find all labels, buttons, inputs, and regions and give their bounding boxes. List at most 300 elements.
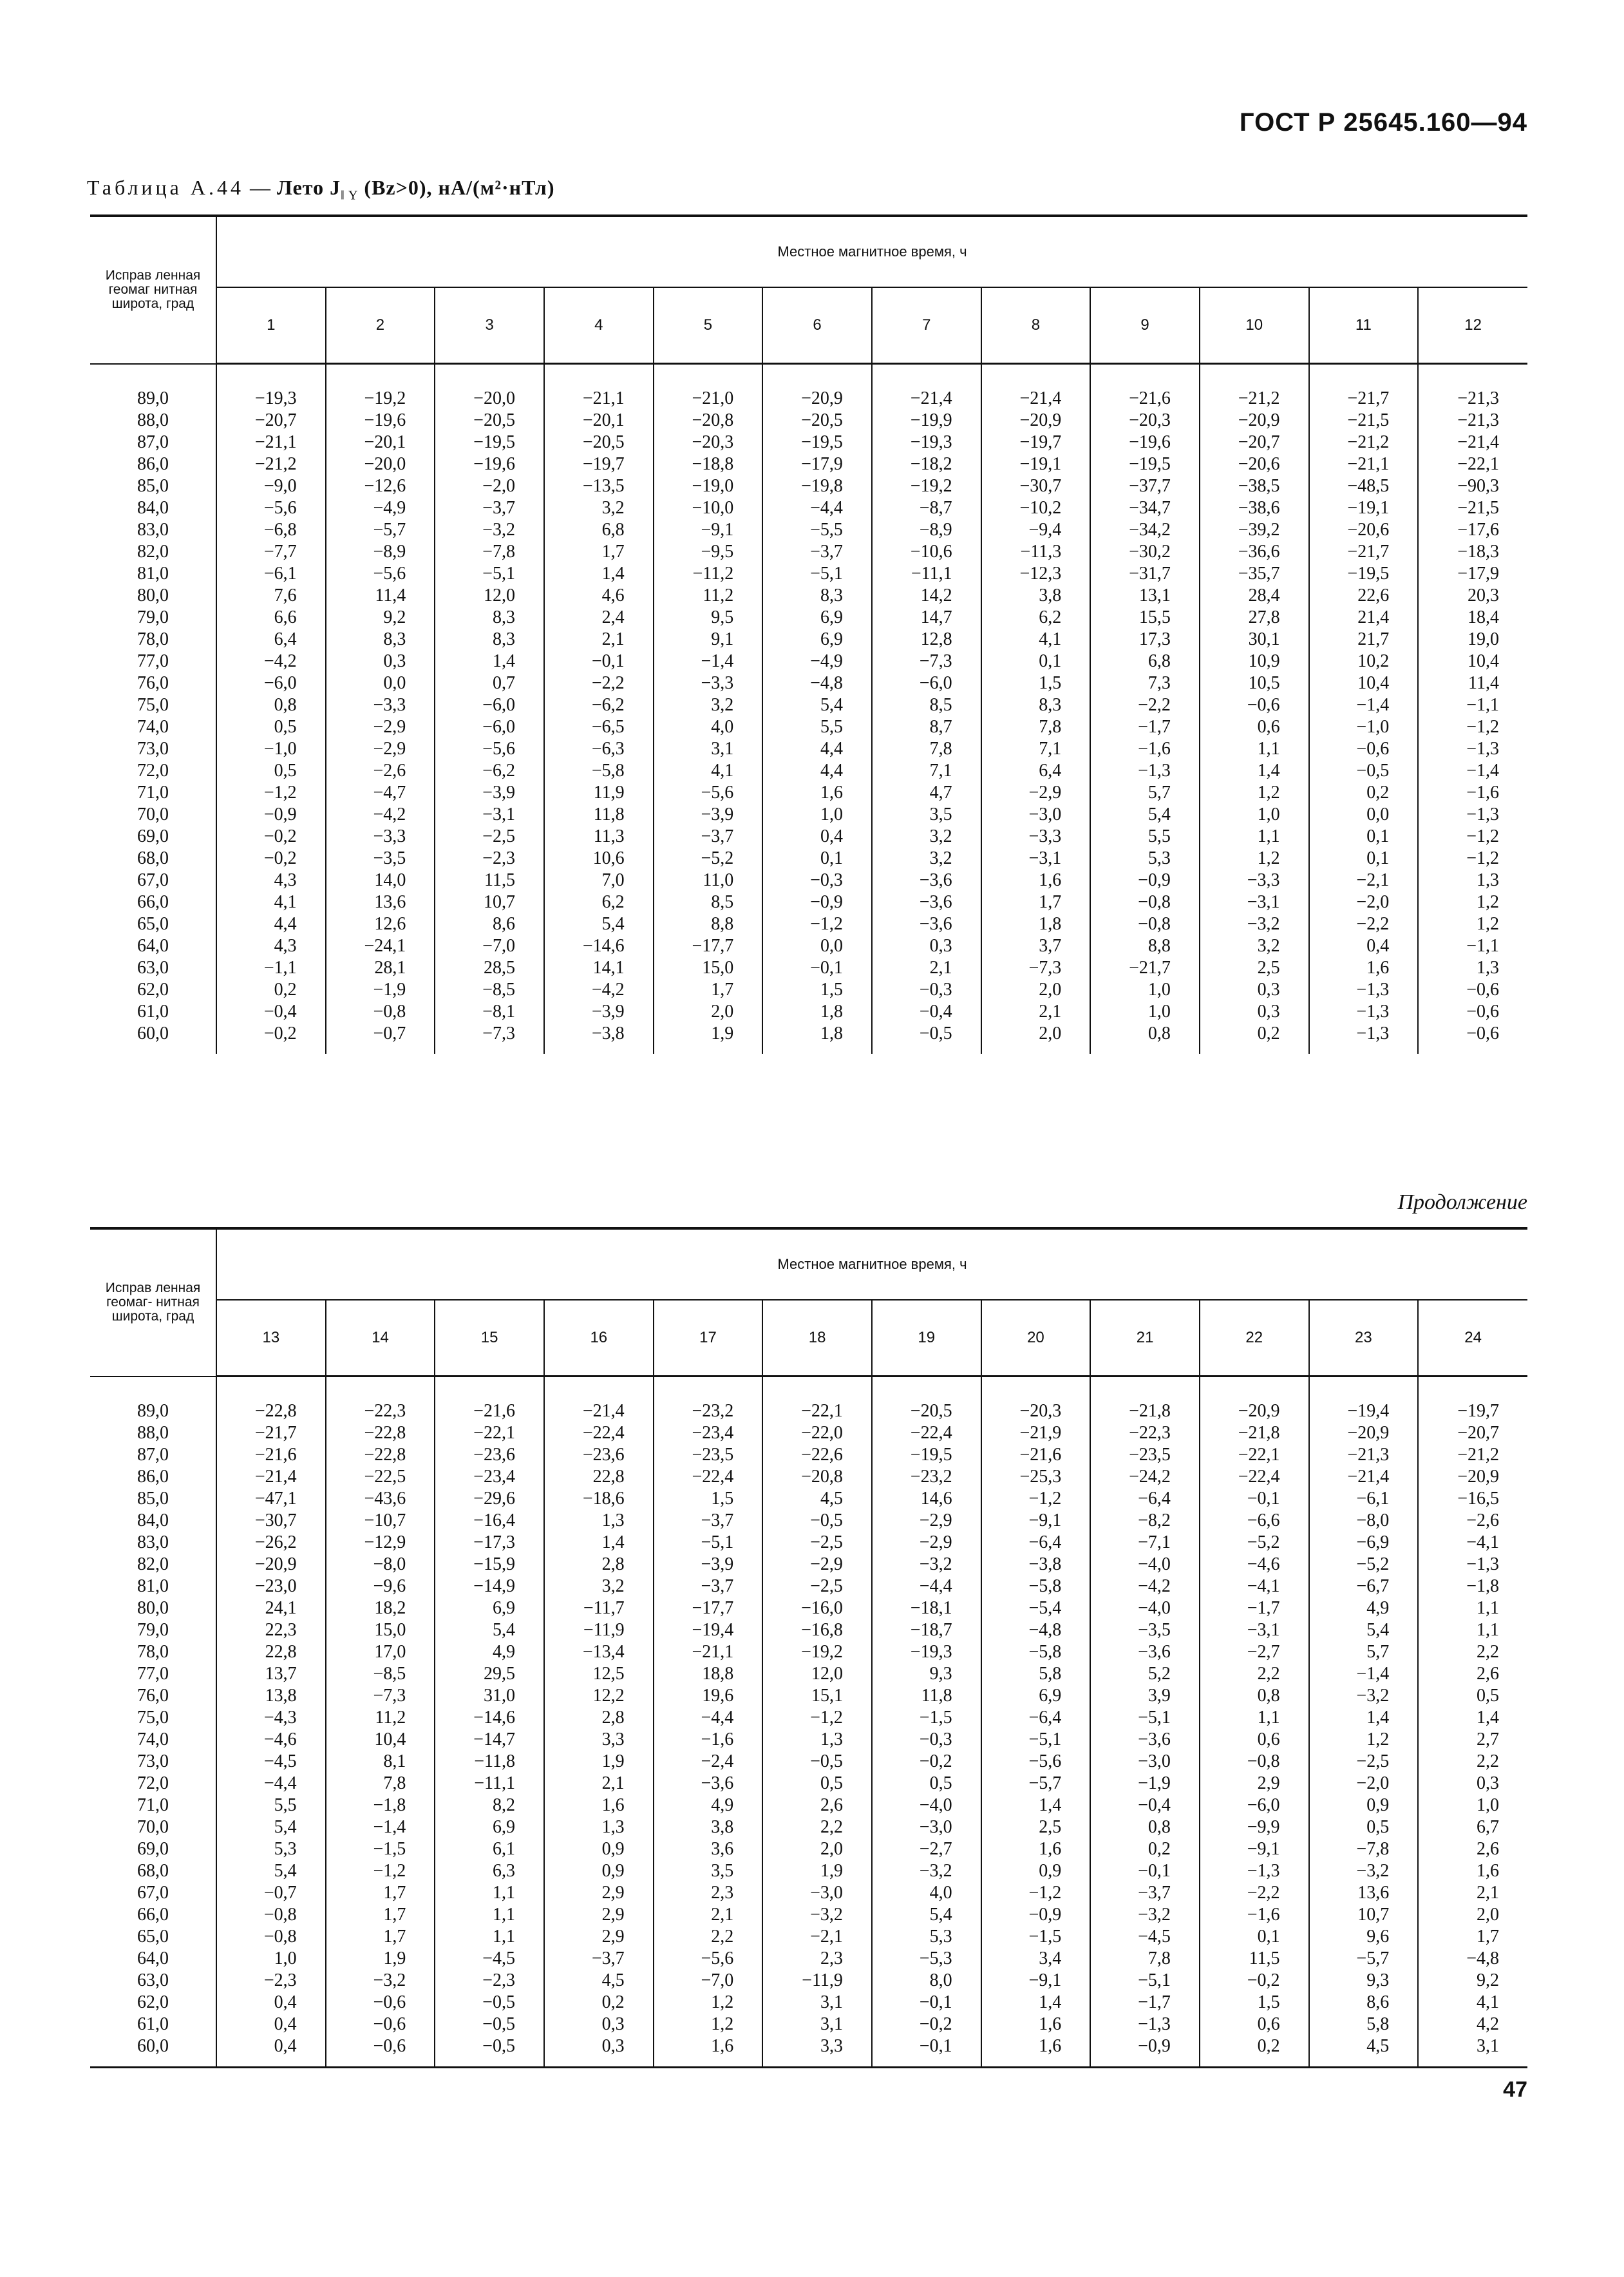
value-cell: 3,8 bbox=[981, 585, 1091, 607]
value-cell: 11,4 bbox=[1468, 673, 1500, 693]
value-cell: 5,4 bbox=[544, 913, 654, 935]
value-cell: −6,0 bbox=[435, 716, 544, 738]
latitude-cell: 65,0 bbox=[90, 913, 216, 935]
value-cell: 2,3 bbox=[762, 1948, 872, 1970]
value-cell: 0,2 bbox=[1200, 2035, 1309, 2068]
value-cell: −3,2 bbox=[1200, 913, 1309, 935]
table-row bbox=[90, 1707, 1527, 1729]
latitude-cell: 60,0 bbox=[90, 2035, 216, 2068]
value-cell: −22,1 bbox=[762, 1377, 872, 1423]
value-cell: −0,6 bbox=[1466, 1002, 1500, 1022]
latitude-cell: 86,0 bbox=[90, 1466, 216, 1488]
value-cell: 12,5 bbox=[544, 1663, 654, 1685]
value-cell: 6,9 bbox=[762, 607, 872, 629]
latitude-cell: 74,0 bbox=[90, 716, 216, 738]
value-cell: −30,2 bbox=[1090, 541, 1200, 563]
value-cell: −0,9 bbox=[216, 804, 326, 826]
value-cell: −5,5 bbox=[762, 519, 872, 541]
value-cell: −7,3 bbox=[981, 957, 1091, 979]
value-cell: −5,3 bbox=[872, 1948, 981, 1970]
value-cell: 1,1 bbox=[1200, 1707, 1309, 1729]
value-cell: 8,8 bbox=[1090, 935, 1200, 957]
value-cell: −1,3 bbox=[1090, 760, 1200, 782]
value-cell: 0,3 bbox=[544, 2035, 654, 2068]
value-cell: 3,7 bbox=[981, 935, 1091, 957]
value-cell: −21,4 bbox=[981, 364, 1091, 410]
value-cell: −7,8 bbox=[1309, 1838, 1419, 1860]
value-cell: 0,5 bbox=[872, 1773, 981, 1795]
value-cell: −22,3 bbox=[326, 1377, 435, 1423]
value-cell: 0,2 bbox=[1200, 1023, 1309, 1054]
value-cell: 1,8 bbox=[981, 913, 1091, 935]
value-cell: −4,9 bbox=[326, 497, 435, 519]
value-cell: 8,6 bbox=[435, 913, 544, 935]
value-cell: 6,9 bbox=[435, 1816, 544, 1838]
value-cell: −4,0 bbox=[1090, 1554, 1200, 1576]
value-cell: −1,6 bbox=[1090, 738, 1200, 760]
value-cell: −16,5 bbox=[1457, 1489, 1500, 1509]
value-cell: 1,1 bbox=[1200, 738, 1309, 760]
value-cell: −0,1 bbox=[872, 2035, 981, 2068]
value-cell: −6,5 bbox=[544, 716, 654, 738]
value-cell: −20,9 bbox=[1457, 1467, 1500, 1487]
value-cell: −1,1 bbox=[1466, 936, 1500, 956]
value-cell: −3,7 bbox=[435, 497, 544, 519]
value-cell: −4,2 bbox=[216, 651, 326, 672]
value-cell: −2,1 bbox=[762, 1926, 872, 1948]
value-cell: 1,6 bbox=[654, 2035, 763, 2068]
value-cell: 4,5 bbox=[762, 1488, 872, 1510]
time-header: Местное магнитное время, ч bbox=[216, 216, 1527, 287]
value-cell: 1,1 bbox=[435, 1882, 544, 1904]
value-cell: 10,4 bbox=[326, 1729, 435, 1751]
value-cell: −21,5 bbox=[1309, 410, 1419, 432]
value-cell: 0,9 bbox=[544, 1838, 654, 1860]
caption-subscript: ‖ Y bbox=[341, 188, 359, 203]
value-cell: −4,4 bbox=[762, 497, 872, 519]
value-cell: 10,7 bbox=[1309, 1904, 1419, 1926]
value-cell: 0,6 bbox=[1200, 2014, 1309, 2035]
value-cell: −3,5 bbox=[326, 848, 435, 870]
value-cell: 5,7 bbox=[1090, 782, 1200, 804]
value-cell: −19,0 bbox=[654, 475, 763, 497]
value-cell: −18,6 bbox=[544, 1488, 654, 1510]
value-cell: −36,6 bbox=[1200, 541, 1309, 563]
value-cell: 28,4 bbox=[1200, 585, 1309, 607]
value-cell: −4,4 bbox=[654, 1707, 763, 1729]
value-cell: 6,2 bbox=[981, 607, 1091, 629]
value-cell: −23,6 bbox=[544, 1444, 654, 1466]
value-cell: 0,8 bbox=[1090, 1023, 1200, 1054]
value-cell: −1,2 bbox=[326, 1860, 435, 1882]
value-cell: −2,7 bbox=[872, 1838, 981, 1860]
latitude-cell: 79,0 bbox=[90, 1619, 216, 1641]
value-cell: 10,9 bbox=[1200, 651, 1309, 672]
table-row bbox=[90, 1576, 1527, 1597]
value-cell: −9,1 bbox=[981, 1510, 1091, 1532]
value-cell: 1,5 bbox=[1200, 1992, 1309, 2014]
value-cell: 12,2 bbox=[544, 1685, 654, 1707]
value-cell: −22,4 bbox=[654, 1466, 763, 1488]
value-cell: 12,6 bbox=[326, 913, 435, 935]
value-cell: −4,4 bbox=[872, 1576, 981, 1597]
value-cell: −14,9 bbox=[435, 1576, 544, 1597]
value-cell: −18,2 bbox=[872, 453, 981, 475]
value-cell: 1,9 bbox=[762, 1860, 872, 1882]
value-cell: −3,2 bbox=[1309, 1860, 1419, 1882]
value-cell: 2,6 bbox=[1477, 1839, 1500, 1859]
latitude-cell: 75,0 bbox=[90, 1707, 216, 1729]
value-cell: −23,4 bbox=[435, 1466, 544, 1488]
value-cell: −0,6 bbox=[1309, 738, 1419, 760]
value-cell: 1,6 bbox=[544, 1795, 654, 1816]
value-cell: −6,4 bbox=[981, 1707, 1091, 1729]
value-cell: 18,4 bbox=[1468, 607, 1500, 627]
value-cell: −20,0 bbox=[435, 364, 544, 410]
table-row bbox=[90, 1597, 1527, 1619]
value-cell: 12,0 bbox=[435, 585, 544, 607]
value-cell: −1,9 bbox=[1090, 1773, 1200, 1795]
latitude-cell: 68,0 bbox=[90, 848, 216, 870]
value-cell: 14,2 bbox=[872, 585, 981, 607]
value-cell: −21,2 bbox=[1457, 1445, 1500, 1465]
value-cell: −21,7 bbox=[1090, 957, 1200, 979]
value-cell: −9,6 bbox=[326, 1576, 435, 1597]
value-cell: 5,5 bbox=[762, 716, 872, 738]
value-cell: 7,0 bbox=[544, 870, 654, 891]
value-cell: 2,1 bbox=[1477, 1883, 1500, 1903]
value-cell: −1,4 bbox=[1309, 694, 1419, 716]
value-cell: −2,0 bbox=[435, 475, 544, 497]
value-cell: −21,1 bbox=[544, 364, 654, 410]
table-row bbox=[90, 1751, 1527, 1773]
value-cell: 4,5 bbox=[1309, 2035, 1419, 2068]
value-cell: −8,7 bbox=[872, 497, 981, 519]
value-cell: −3,7 bbox=[654, 1576, 763, 1597]
value-cell: −5,8 bbox=[981, 1576, 1091, 1597]
value-cell: −5,1 bbox=[1090, 1970, 1200, 1992]
value-cell: −4,8 bbox=[1466, 1948, 1500, 1968]
value-cell: 22,8 bbox=[544, 1466, 654, 1488]
hour-header: 15 bbox=[435, 1300, 544, 1377]
hour-header: 1 bbox=[216, 287, 326, 364]
value-cell: 1,0 bbox=[1090, 1001, 1200, 1023]
value-cell: 6,7 bbox=[1477, 1817, 1500, 1837]
value-cell: 3,2 bbox=[544, 497, 654, 519]
value-cell: 17,0 bbox=[326, 1641, 435, 1663]
value-cell: 1,6 bbox=[981, 2014, 1091, 2035]
value-cell: 11,5 bbox=[435, 870, 544, 891]
value-cell: 1,2 bbox=[1477, 892, 1500, 912]
hour-header: 12 bbox=[1418, 287, 1527, 364]
value-cell: −8,5 bbox=[435, 979, 544, 1001]
value-cell: −0,5 bbox=[762, 1751, 872, 1773]
table-row bbox=[90, 475, 1527, 497]
value-cell: −8,5 bbox=[326, 1663, 435, 1685]
value-cell: −3,8 bbox=[544, 1023, 654, 1054]
value-cell: 6,3 bbox=[435, 1860, 544, 1882]
latitude-cell: 87,0 bbox=[90, 432, 216, 453]
hour-header: 17 bbox=[654, 1300, 763, 1377]
value-cell: 0,2 bbox=[1309, 782, 1419, 804]
value-cell: −2,5 bbox=[1309, 1751, 1419, 1773]
value-cell: −24,2 bbox=[1090, 1466, 1200, 1488]
latitude-cell: 75,0 bbox=[90, 694, 216, 716]
value-cell: 8,6 bbox=[1309, 1992, 1419, 2014]
value-cell: −19,2 bbox=[872, 475, 981, 497]
value-cell: −2,9 bbox=[872, 1532, 981, 1554]
caption-rest: (Bz>0), нА/(м²·нТл) bbox=[358, 176, 555, 199]
value-cell: 1,6 bbox=[1309, 957, 1419, 979]
value-cell: 1,9 bbox=[544, 1751, 654, 1773]
value-cell: −19,5 bbox=[872, 1444, 981, 1466]
value-cell: 5,3 bbox=[872, 1926, 981, 1948]
value-cell: −4,0 bbox=[872, 1795, 981, 1816]
value-cell: −0,4 bbox=[1090, 1795, 1200, 1816]
value-cell: −0,9 bbox=[762, 891, 872, 913]
value-cell: 2,5 bbox=[981, 1816, 1091, 1838]
value-cell: 11,9 bbox=[544, 782, 654, 804]
hour-header: 9 bbox=[1090, 287, 1200, 364]
value-cell: −8,1 bbox=[435, 1001, 544, 1023]
value-cell: −3,0 bbox=[981, 804, 1091, 826]
table-row bbox=[90, 1773, 1527, 1795]
value-cell: 1,0 bbox=[762, 804, 872, 826]
value-cell: −11,1 bbox=[435, 1773, 544, 1795]
value-cell: −6,2 bbox=[435, 760, 544, 782]
hour-header: 8 bbox=[981, 287, 1091, 364]
value-cell: −1,8 bbox=[1466, 1576, 1500, 1596]
value-cell: 10,5 bbox=[1200, 672, 1309, 694]
value-cell: −21,2 bbox=[1309, 432, 1419, 453]
value-cell: −2,2 bbox=[544, 672, 654, 694]
latitude-cell: 85,0 bbox=[90, 475, 216, 497]
value-cell: −4,2 bbox=[326, 804, 435, 826]
value-cell: 0,1 bbox=[1200, 1926, 1309, 1948]
value-cell: −19,4 bbox=[654, 1619, 763, 1641]
value-cell: −20,6 bbox=[1200, 453, 1309, 475]
value-cell: −5,7 bbox=[326, 519, 435, 541]
hour-header: 6 bbox=[762, 287, 872, 364]
value-cell: −23,2 bbox=[872, 1466, 981, 1488]
value-cell: −5,1 bbox=[1090, 1707, 1200, 1729]
value-cell: −2,0 bbox=[1309, 891, 1419, 913]
value-cell: −7,1 bbox=[1090, 1532, 1200, 1554]
latitude-cell: 88,0 bbox=[90, 410, 216, 432]
value-cell: 2,5 bbox=[1200, 957, 1309, 979]
value-cell: −20,9 bbox=[1200, 1377, 1309, 1423]
latitude-header: Исправ ленная геомаг- нитная широта, град bbox=[90, 1228, 216, 1377]
value-cell: 0,0 bbox=[326, 672, 435, 694]
hour-header: 14 bbox=[326, 1300, 435, 1377]
value-cell: 6,9 bbox=[435, 1597, 544, 1619]
table-row bbox=[90, 1948, 1527, 1970]
value-cell: −43,6 bbox=[326, 1488, 435, 1510]
value-cell: −1,4 bbox=[654, 651, 763, 672]
hour-header: 22 bbox=[1200, 1300, 1309, 1377]
table-row bbox=[90, 541, 1527, 563]
value-cell: 5,4 bbox=[216, 1860, 326, 1882]
value-cell: −21,2 bbox=[1200, 364, 1309, 410]
value-cell: 5,4 bbox=[872, 1904, 981, 1926]
value-cell: 6,9 bbox=[981, 1685, 1091, 1707]
value-cell: −22,4 bbox=[872, 1422, 981, 1444]
value-cell: −17,9 bbox=[1457, 564, 1500, 584]
value-cell: 4,3 bbox=[216, 935, 326, 957]
value-cell: −19,4 bbox=[1309, 1377, 1419, 1423]
value-cell: 31,0 bbox=[435, 1685, 544, 1707]
value-cell: 2,1 bbox=[654, 1904, 763, 1926]
value-cell: 0,1 bbox=[981, 651, 1091, 672]
latitude-cell: 82,0 bbox=[90, 541, 216, 563]
value-cell: −21,1 bbox=[1309, 453, 1419, 475]
value-cell: −20,0 bbox=[326, 453, 435, 475]
value-cell: −2,7 bbox=[1200, 1641, 1309, 1663]
value-cell: −2,1 bbox=[1309, 870, 1419, 891]
value-cell: 0,1 bbox=[762, 848, 872, 870]
caption-dash: — bbox=[243, 176, 277, 199]
latitude-cell: 74,0 bbox=[90, 1729, 216, 1751]
value-cell: −22,1 bbox=[1200, 1444, 1309, 1466]
latitude-cell: 65,0 bbox=[90, 1926, 216, 1948]
value-cell: 4,9 bbox=[1309, 1597, 1419, 1619]
value-cell: 1,0 bbox=[1200, 804, 1309, 826]
value-cell: −3,2 bbox=[872, 1554, 981, 1576]
value-cell: −1,5 bbox=[981, 1926, 1091, 1948]
value-cell: −1,2 bbox=[1466, 717, 1500, 737]
value-cell: −1,3 bbox=[1309, 979, 1419, 1001]
value-cell: 9,5 bbox=[654, 607, 763, 629]
hour-header: 20 bbox=[981, 1300, 1091, 1377]
value-cell: 6,8 bbox=[544, 519, 654, 541]
value-cell: −21,6 bbox=[981, 1444, 1091, 1466]
value-cell: −3,9 bbox=[435, 782, 544, 804]
value-cell: 17,3 bbox=[1090, 629, 1200, 651]
value-cell: −2,3 bbox=[216, 1970, 326, 1992]
data-table-hours-1-12 bbox=[90, 214, 1527, 1054]
value-cell: −20,1 bbox=[544, 410, 654, 432]
hour-header: 10 bbox=[1200, 287, 1309, 364]
hour-header: 4 bbox=[544, 287, 654, 364]
value-cell: −8,9 bbox=[326, 541, 435, 563]
value-cell: 5,5 bbox=[1090, 826, 1200, 848]
table-row bbox=[90, 1926, 1527, 1948]
value-cell: −11,3 bbox=[981, 541, 1091, 563]
value-cell: −23,4 bbox=[654, 1422, 763, 1444]
value-cell: 1,5 bbox=[654, 1488, 763, 1510]
latitude-cell: 78,0 bbox=[90, 1641, 216, 1663]
value-cell: −2,9 bbox=[762, 1554, 872, 1576]
value-cell: 1,7 bbox=[1477, 1927, 1500, 1947]
value-cell: 14,7 bbox=[872, 607, 981, 629]
value-cell: 1,8 bbox=[762, 1023, 872, 1054]
value-cell: 13,8 bbox=[216, 1685, 326, 1707]
value-cell: 1,9 bbox=[654, 1023, 763, 1054]
value-cell: −10,6 bbox=[872, 541, 981, 563]
value-cell: 3,1 bbox=[654, 738, 763, 760]
value-cell: 1,2 bbox=[1309, 1729, 1419, 1751]
value-cell: 11,5 bbox=[1200, 1948, 1309, 1970]
value-cell: 7,8 bbox=[981, 716, 1091, 738]
value-cell: 0,9 bbox=[1309, 1795, 1419, 1816]
value-cell: −0,5 bbox=[435, 1992, 544, 2014]
value-cell: −7,3 bbox=[435, 1023, 544, 1054]
value-cell: −22,3 bbox=[1090, 1422, 1200, 1444]
value-cell: −0,7 bbox=[216, 1882, 326, 1904]
value-cell: −20,9 bbox=[762, 364, 872, 410]
table-row bbox=[90, 1510, 1527, 1532]
latitude-cell: 69,0 bbox=[90, 826, 216, 848]
value-cell: −2,9 bbox=[326, 716, 435, 738]
value-cell: 24,1 bbox=[216, 1597, 326, 1619]
value-cell: −1,3 bbox=[1309, 1001, 1419, 1023]
value-cell: −3,3 bbox=[654, 672, 763, 694]
value-cell: −20,7 bbox=[216, 410, 326, 432]
value-cell: 5,2 bbox=[1090, 1663, 1200, 1685]
value-cell: 11,3 bbox=[544, 826, 654, 848]
value-cell: −6,8 bbox=[216, 519, 326, 541]
table-row bbox=[90, 585, 1527, 607]
value-cell: −1,5 bbox=[872, 1707, 981, 1729]
value-cell: −22,1 bbox=[435, 1422, 544, 1444]
value-cell: −20,5 bbox=[435, 410, 544, 432]
table-row bbox=[90, 1663, 1527, 1685]
value-cell: −16,4 bbox=[435, 1510, 544, 1532]
value-cell: −2,2 bbox=[1200, 1882, 1309, 1904]
value-cell: −13,4 bbox=[544, 1641, 654, 1663]
value-cell: 1,7 bbox=[544, 541, 654, 563]
value-cell: −3,8 bbox=[981, 1554, 1091, 1576]
value-cell: 2,1 bbox=[544, 1773, 654, 1795]
value-cell: −0,5 bbox=[762, 1510, 872, 1532]
value-cell: 5,5 bbox=[216, 1795, 326, 1816]
latitude-cell: 62,0 bbox=[90, 979, 216, 1001]
value-cell: 5,7 bbox=[1309, 1641, 1419, 1663]
value-cell: 2,1 bbox=[981, 1001, 1091, 1023]
value-cell: 5,3 bbox=[216, 1838, 326, 1860]
value-cell: −5,2 bbox=[1200, 1532, 1309, 1554]
value-cell: 0,0 bbox=[762, 935, 872, 957]
value-cell: −21,6 bbox=[1090, 364, 1200, 410]
value-cell: −3,6 bbox=[872, 913, 981, 935]
latitude-cell: 79,0 bbox=[90, 607, 216, 629]
hour-header: 23 bbox=[1309, 1300, 1419, 1377]
value-cell: −22,5 bbox=[326, 1466, 435, 1488]
value-cell: 2,0 bbox=[654, 1001, 763, 1023]
value-cell: −0,6 bbox=[1466, 1024, 1500, 1043]
value-cell: −19,3 bbox=[216, 364, 326, 410]
latitude-cell: 76,0 bbox=[90, 1685, 216, 1707]
value-cell: −1,7 bbox=[1090, 1992, 1200, 2014]
value-cell: 2,9 bbox=[544, 1926, 654, 1948]
value-cell: 1,0 bbox=[1477, 1795, 1500, 1815]
value-cell: 1,0 bbox=[216, 1948, 326, 1970]
latitude-cell: 78,0 bbox=[90, 629, 216, 651]
value-cell: 1,7 bbox=[981, 891, 1091, 913]
latitude-cell: 80,0 bbox=[90, 585, 216, 607]
value-cell: 10,4 bbox=[1309, 672, 1419, 694]
value-cell: −29,6 bbox=[435, 1488, 544, 1510]
value-cell: 22,6 bbox=[1309, 585, 1419, 607]
value-cell: 4,4 bbox=[762, 738, 872, 760]
value-cell: −21,7 bbox=[216, 1422, 326, 1444]
value-cell: −15,9 bbox=[435, 1554, 544, 1576]
value-cell: −12,9 bbox=[326, 1532, 435, 1554]
value-cell: −0,2 bbox=[216, 848, 326, 870]
latitude-cell: 87,0 bbox=[90, 1444, 216, 1466]
value-cell: −21,3 bbox=[1309, 1444, 1419, 1466]
value-cell: −0,6 bbox=[326, 2035, 435, 2068]
